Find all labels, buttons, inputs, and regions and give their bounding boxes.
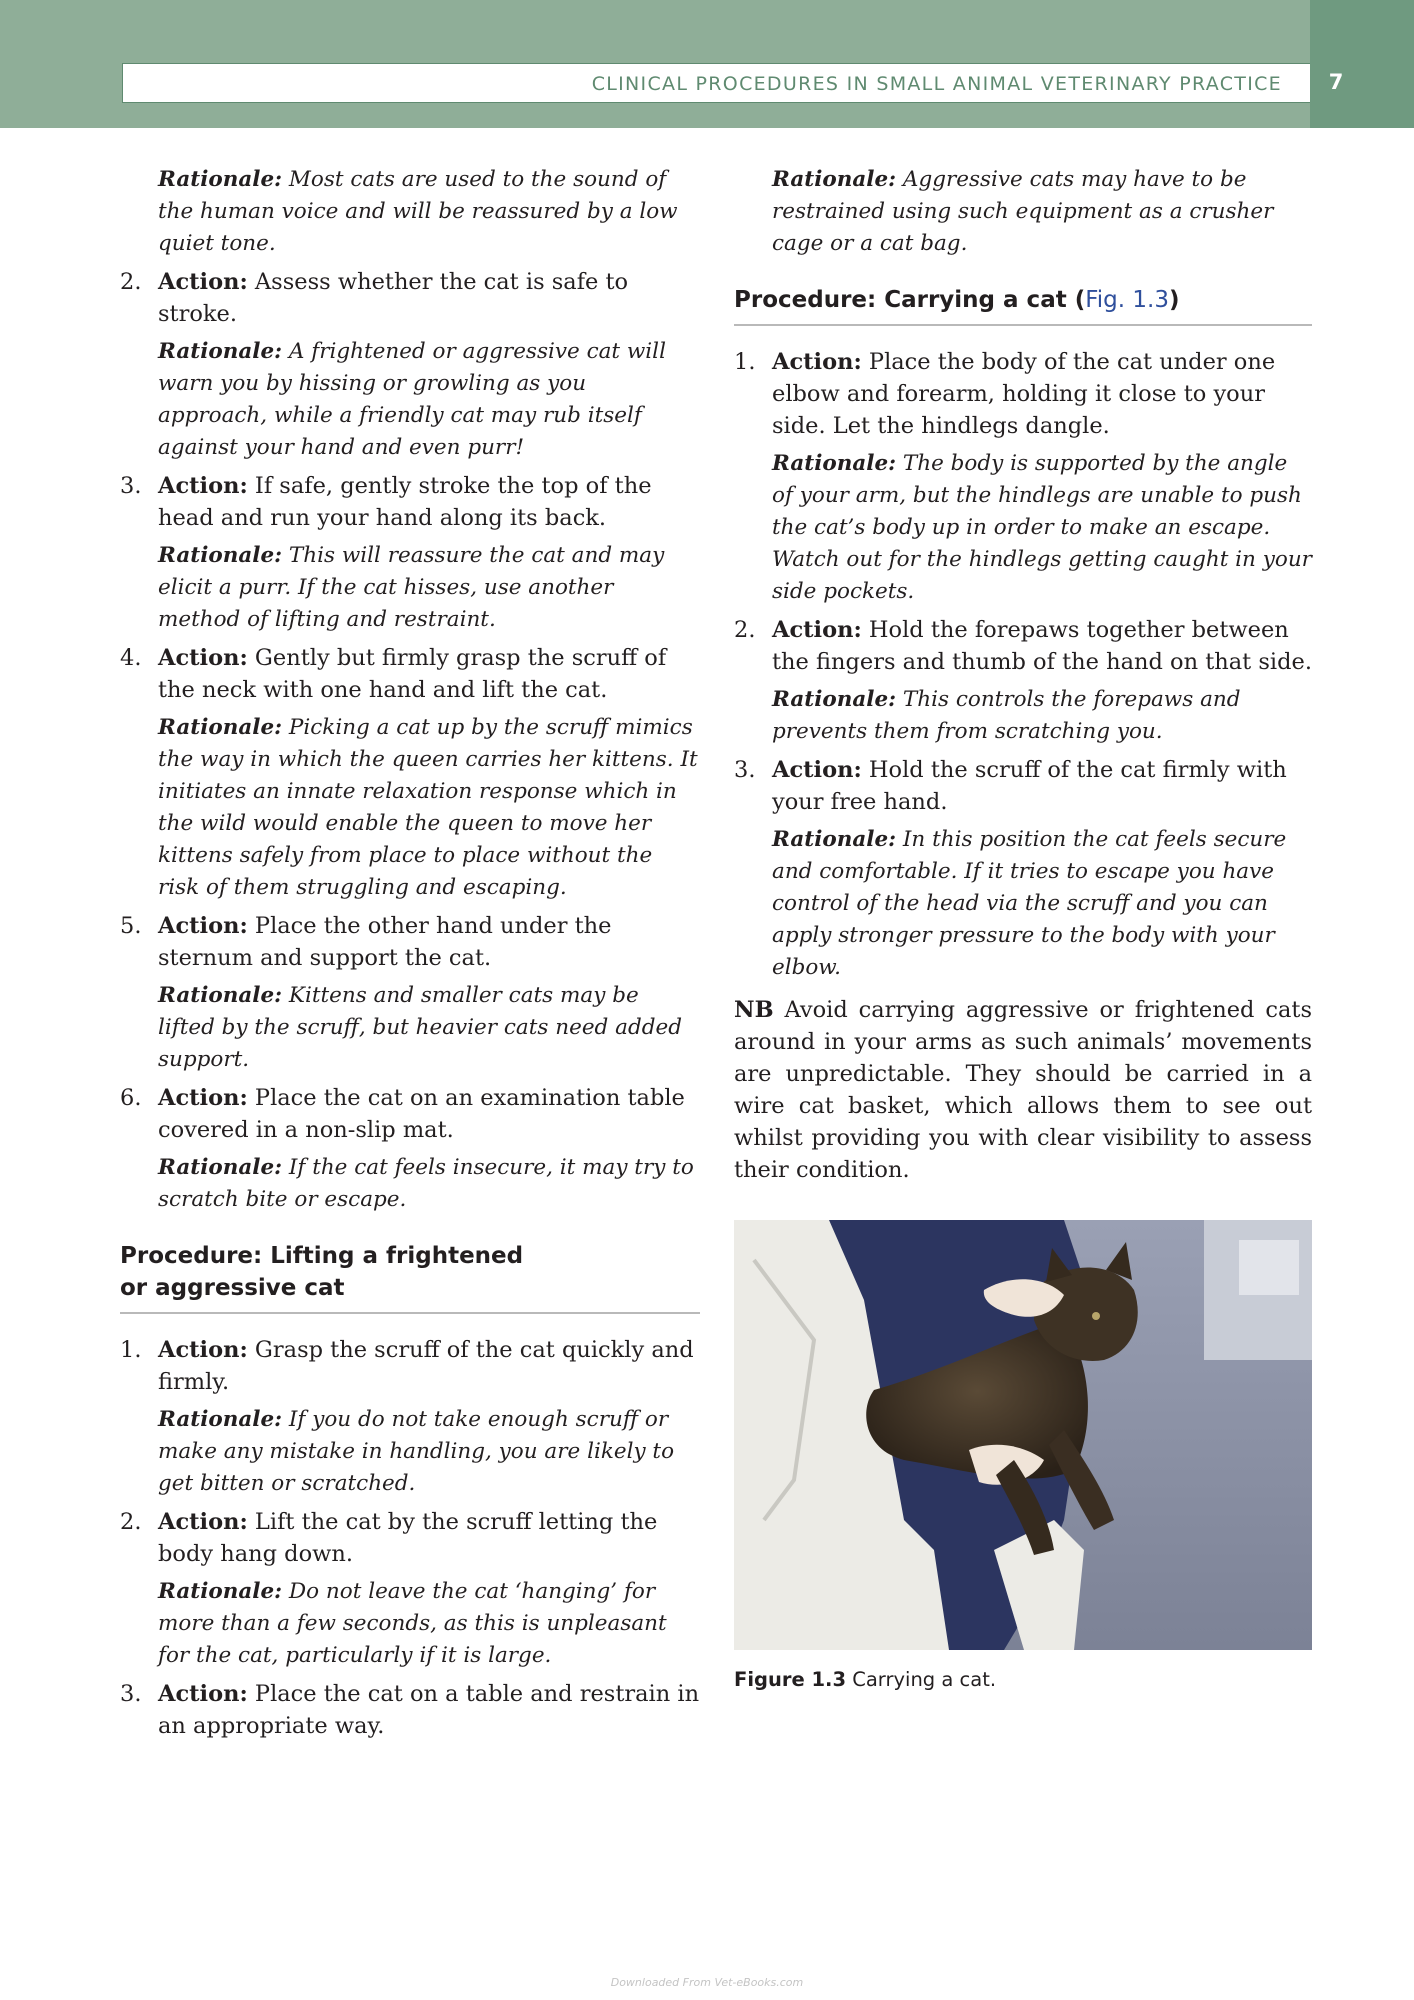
rationale-text: If you do not take enough scruff or make any mistake in handling, you are likely to get bitten or scratched. — [158, 1407, 675, 1496]
nb-text: Avoid carrying aggressive or frightened cats around in your arms as such animals’ movements are unpredictable. They should be carried in a wire cat basket, which allows them to see out whilst providing you with clear visibility to assess their condition. — [734, 997, 1312, 1183]
action-label: Action: — [158, 645, 248, 671]
action-label: Action: — [158, 473, 248, 499]
step-number: 1. — [120, 1337, 142, 1363]
action-label: Action: — [772, 757, 862, 783]
rationale-label: Rationale: — [772, 167, 897, 192]
step-item — [734, 346, 1312, 442]
rationale-label: Rationale: — [158, 1155, 283, 1180]
step-item — [120, 1082, 700, 1146]
figure-reference-link[interactable]: Fig. 1.3 — [1085, 287, 1169, 313]
action-label: Action: — [158, 1337, 248, 1363]
figure-caption-text: Carrying a cat. — [846, 1668, 997, 1691]
step-item — [120, 1678, 700, 1742]
header-page-box — [1310, 0, 1414, 128]
action-text: Assess whether the cat is safe to stroke. — [158, 269, 629, 327]
step-item — [734, 754, 1312, 818]
step-item — [120, 1506, 700, 1570]
right-column — [734, 164, 1312, 1691]
nb-label: NB — [734, 997, 774, 1023]
rationale — [772, 164, 1312, 260]
rationale — [158, 540, 700, 636]
procedure-heading-line2: or aggressive cat — [120, 1275, 345, 1301]
running-header — [122, 63, 1310, 103]
rationale-text: Aggressive cats may have to be restrained using such equipment as a crusher cage or a cat bag. — [772, 167, 1274, 256]
procedure-heading-carrying — [734, 284, 1312, 326]
rationale-label: Rationale: — [772, 827, 897, 852]
action-text: Place the body of the cat under one elbow and forearm, holding it close to your side. Let the hindlegs dangle. — [772, 349, 1276, 439]
step-item — [120, 910, 700, 974]
running-header-title: CLINICAL PROCEDURES IN SMALL ANIMAL VETERINARY PRACTICE — [591, 73, 1282, 95]
rationale-label: Rationale: — [772, 451, 897, 476]
footer-watermark: Downloaded From Vet-eBooks.com — [610, 1976, 804, 1989]
figure-photo-carrying-cat — [734, 1220, 1312, 1650]
cat-photo-illustration — [734, 1220, 1312, 1650]
rationale — [158, 1404, 700, 1500]
rationale-text: Most cats are used to the sound of the human voice and will be reassured by a low quiet tone. — [158, 167, 678, 256]
rationale-text: In this position the cat feels secure and comfortable. If it tries to escape you have control of the head via the scruff and you can apply stronger pressure to the body with your elbow. — [772, 827, 1287, 980]
procedure-heading-line1: Procedure: Lifting a frightened — [120, 1243, 524, 1269]
action-text: Hold the scruff of the cat firmly with your free hand. — [772, 757, 1287, 815]
nb-note — [734, 994, 1312, 1186]
action-text: Place the other hand under the sternum and support the cat. — [158, 913, 612, 971]
action-label: Action: — [772, 617, 862, 643]
step-number: 2. — [734, 617, 756, 643]
step-number: 3. — [120, 473, 142, 499]
procedure-heading-paren-close: ) — [1168, 287, 1180, 313]
rationale — [158, 164, 700, 260]
rationale — [772, 824, 1312, 984]
step-item — [120, 642, 700, 706]
procedure-heading-text: Procedure: Carrying a cat — [734, 287, 1075, 313]
step-number: 4. — [120, 645, 142, 671]
rationale — [772, 684, 1312, 748]
rationale-label: Rationale: — [158, 339, 283, 364]
action-label: Action: — [158, 913, 248, 939]
step-number: 1. — [734, 349, 756, 375]
rationale-text: The body is supported by the angle of your arm, but the hindlegs are unable to push the cat’s body up in order to make an escape. Watch out for the hindlegs getting caught in your side pockets. — [772, 451, 1312, 604]
action-text: Lift the cat by the scruff letting the body hang down. — [158, 1509, 658, 1567]
rationale — [158, 336, 700, 464]
action-label: Action: — [158, 1085, 248, 1111]
step-number: 5. — [120, 913, 142, 939]
action-text: Place the cat on a table and restrain in an appropriate way. — [158, 1681, 700, 1739]
step-item — [120, 470, 700, 534]
rationale — [158, 1576, 700, 1672]
action-text: Grasp the scruff of the cat quickly and firmly. — [158, 1337, 694, 1395]
rationale — [158, 1152, 700, 1216]
page-number: 7 — [1328, 70, 1344, 94]
rationale-text: This controls the forepaws and prevents them from scratching you. — [772, 687, 1241, 744]
rationale-label: Rationale: — [158, 1407, 283, 1432]
rationale-label: Rationale: — [772, 687, 897, 712]
step-number: 2. — [120, 1509, 142, 1535]
rationale-text: Do not leave the cat ‘hanging’ for more than a few seconds, as this is unpleasant for the cat, particularly if it is large. — [158, 1579, 667, 1668]
step-number: 3. — [120, 1681, 142, 1707]
figure-label: Figure 1.3 — [734, 1668, 847, 1691]
rationale — [772, 448, 1312, 608]
action-label: Action: — [772, 349, 862, 375]
action-label: Action: — [158, 269, 248, 295]
action-text: Place the cat on an examination table covered in a non-slip mat. — [158, 1085, 685, 1143]
rationale-text: If the cat feels insecure, it may try to scratch bite or escape. — [158, 1155, 694, 1212]
action-text: Hold the forepaws together between the fingers and thumb of the hand on that side. — [772, 617, 1312, 675]
action-text: If safe, gently stroke the top of the head and run your hand along its back. — [158, 473, 652, 531]
rationale — [158, 980, 700, 1076]
rationale-text: A frightened or aggressive cat will warn you by hissing or growling as you approach, while a friendly cat may rub itself against your hand and even purr! — [158, 339, 666, 460]
rationale-label: Rationale: — [158, 983, 283, 1008]
rationale-label: Rationale: — [158, 543, 283, 568]
step-number: 3. — [734, 757, 756, 783]
step-number: 2. — [120, 269, 142, 295]
step-number: 6. — [120, 1085, 142, 1111]
step-item — [120, 1334, 700, 1398]
rationale-label: Rationale: — [158, 167, 283, 192]
action-label: Action: — [158, 1509, 248, 1535]
rationale-text: Picking a cat up by the scruff mimics the way in which the queen carries her kittens. It initiates an innate relaxation response which in the wild would enable the queen to move her kittens safely from place to place without the risk of them struggling and escaping. — [158, 715, 698, 900]
step-item — [120, 266, 700, 330]
rationale-label: Rationale: — [158, 1579, 283, 1604]
rationale-label: Rationale: — [158, 715, 283, 740]
action-label: Action: — [158, 1681, 248, 1707]
rationale — [158, 712, 700, 904]
step-item — [734, 614, 1312, 678]
left-column — [120, 164, 700, 1748]
figure-caption — [734, 1668, 1312, 1691]
rationale-text: Kittens and smaller cats may be lifted by the scruff, but heavier cats need added support. — [158, 983, 682, 1072]
procedure-heading-lifting — [120, 1240, 700, 1314]
action-text: Gently but firmly grasp the scruff of the neck with one hand and lift the cat. — [158, 645, 667, 703]
rationale-text: This will reassure the cat and may elicit a purr. If the cat hisses, use another method of lifting and restraint. — [158, 543, 665, 632]
procedure-heading-paren-open: ( — [1074, 287, 1086, 313]
